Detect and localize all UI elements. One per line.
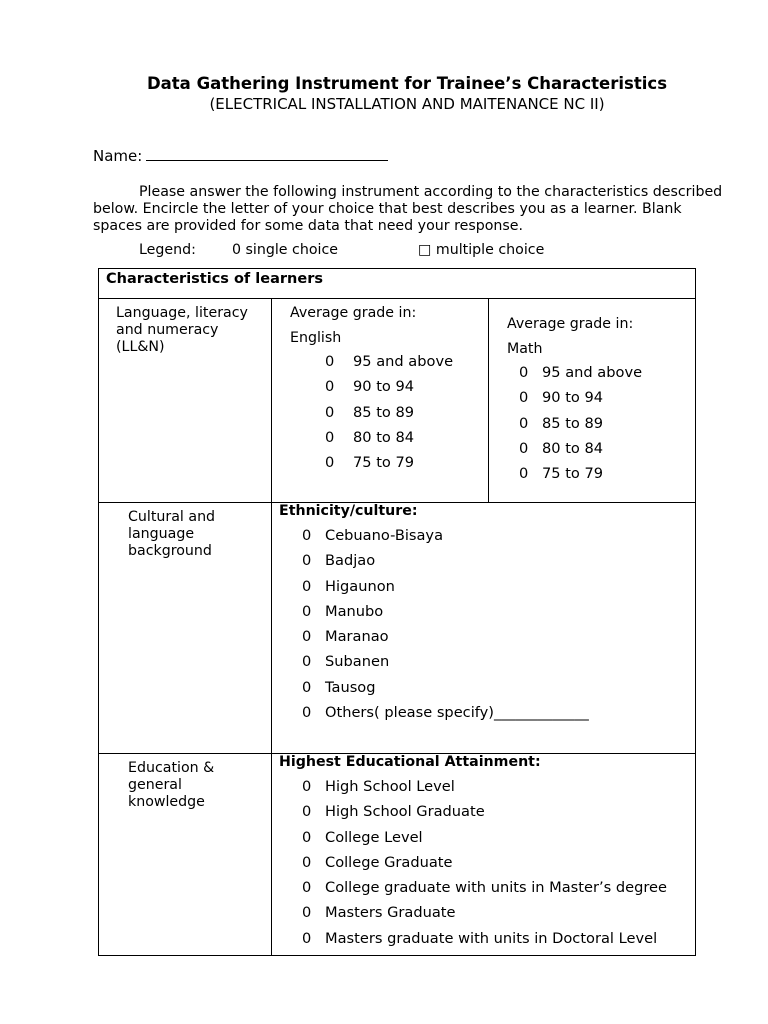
choice-marker: 0	[325, 403, 335, 421]
option-label: Manubo	[325, 602, 384, 620]
choice-marker: 0	[519, 389, 529, 407]
choice-marker: 0	[519, 414, 529, 432]
legend-label: Legend:	[139, 242, 196, 258]
option-label: Masters graduate with units in Doctoral Level	[325, 929, 658, 947]
table-header-divider	[98, 298, 696, 299]
table-grade-divider	[488, 298, 489, 503]
instructions-text: Please answer the following instrument according to the characteristics described below. Encircle the letter of your choice that best describes you as a learner. Blank spaces are provided for some data that need your response.	[93, 184, 723, 234]
llnr-label: Language, literacy and numeracy (LL&N)	[116, 305, 248, 355]
table-top-border	[98, 268, 696, 269]
culture-heading: Ethnicity/culture:	[279, 503, 418, 519]
document-title: Data Gathering Instrument for Trainee’s Characteristics	[146, 74, 668, 93]
choice-marker: 0	[302, 527, 312, 544]
choice-marker: 0	[325, 428, 335, 446]
math-subject: Math	[507, 341, 543, 357]
option-label: 95 and above	[542, 364, 643, 381]
option-label: College Level	[325, 828, 423, 846]
choice-marker: 0	[302, 904, 312, 922]
choice-marker: 0	[302, 929, 312, 947]
option-label: Cebuano-Bisaya	[325, 527, 444, 544]
math-heading: Average grade in:	[507, 316, 634, 332]
choice-marker: 0	[302, 602, 312, 620]
choice-marker: 0	[302, 678, 312, 696]
legend	[139, 242, 544, 258]
table-header: Characteristics of learners	[106, 271, 323, 287]
option-label: 75 to 79	[353, 454, 415, 472]
choice-marker: 0	[302, 853, 312, 871]
option-label: Maranao	[325, 628, 389, 646]
option-label: 90 to 94	[353, 378, 415, 396]
name-field	[93, 146, 388, 165]
table-bottom-border	[98, 955, 696, 956]
table-right-border	[695, 268, 696, 956]
choice-marker: 0	[325, 454, 335, 472]
option-label: 75 to 79	[542, 465, 604, 483]
education-heading: Highest Educational Attainment:	[279, 754, 541, 770]
option-label: College Graduate	[325, 853, 453, 871]
english-subject: English	[290, 330, 342, 346]
table-left-border	[98, 268, 99, 956]
option-label: 85 to 89	[542, 414, 604, 432]
choice-marker: 0	[325, 378, 335, 396]
option-label: 85 to 89	[353, 403, 415, 421]
option-label: Masters Graduate	[325, 904, 456, 922]
option-label: High School Level	[325, 778, 455, 795]
instructions	[93, 184, 723, 235]
choice-marker: 0	[302, 828, 312, 846]
table-column-divider	[271, 298, 272, 956]
choice-marker: 0	[302, 577, 312, 595]
option-label: High School Graduate	[325, 803, 485, 821]
choice-marker: 0	[302, 628, 312, 646]
option-label: Subanen	[325, 653, 390, 671]
choice-marker: 0	[519, 439, 529, 457]
choice-marker: 0	[519, 364, 529, 381]
choice-marker: 0	[325, 353, 335, 370]
name-label: Name:	[93, 147, 143, 165]
option-label: Tausog	[325, 678, 376, 696]
choice-marker: 0	[302, 879, 312, 897]
english-heading: Average grade in:	[290, 305, 417, 321]
option-label: 80 to 84	[353, 428, 415, 446]
option-label: 90 to 94	[542, 389, 604, 407]
legend-single-choice: 0 single choice	[232, 242, 338, 258]
option-label: Others( please specify)_____________	[325, 704, 589, 722]
culture-label: Cultural and language background	[128, 509, 216, 559]
education-label: Education & general knowledge	[128, 760, 215, 810]
document-subtitle: (ELECTRICAL INSTALLATION AND MAITENANCE NC II)	[209, 95, 605, 113]
option-label: College graduate with units in Master’s degree	[325, 879, 668, 897]
choice-marker: 0	[302, 704, 312, 722]
choice-marker: 0	[302, 653, 312, 671]
choice-marker: 0	[302, 552, 312, 570]
choice-marker: 0	[302, 778, 312, 795]
name-blank-line[interactable]	[146, 146, 388, 161]
choice-marker: 0	[302, 803, 312, 821]
legend-multiple-choice: □ multiple choice	[418, 242, 545, 258]
choice-marker: 0	[519, 465, 529, 483]
option-label: 95 and above	[353, 353, 454, 370]
option-label: Higaunon	[325, 577, 395, 595]
option-label: 80 to 84	[542, 439, 604, 457]
option-label: Badjao	[325, 552, 376, 570]
